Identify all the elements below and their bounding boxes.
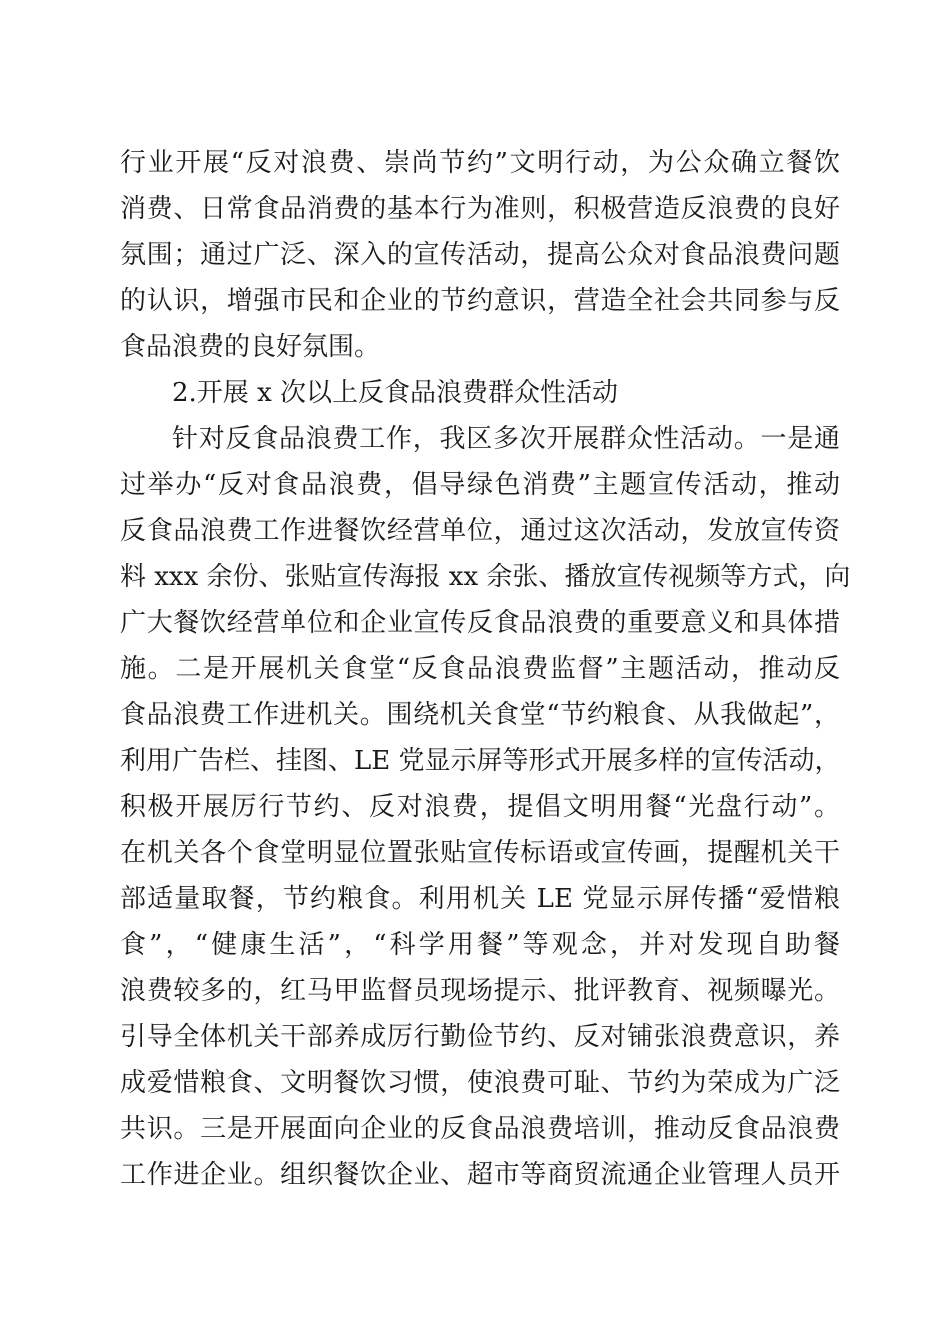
text-line: 料 xxx 余份、张贴宣传海报 xx 余张、播放宣传视频等方式，向	[120, 562, 851, 592]
text-line: 的认识，增强市民和企业的节约意识，营造全社会共同参与反	[120, 286, 840, 316]
text-line: 食品浪费工作进机关。围绕机关食堂“节约粮食、从我做起”，	[120, 700, 840, 730]
text-line: 反食品浪费工作进餐饮经营单位，通过这次活动，发放宣传资	[120, 516, 840, 546]
text-line: 共识。三是开展面向企业的反食品浪费培训，推动反食品浪费	[120, 1114, 840, 1144]
text-line: 过举办“反对食品浪费，倡导绿色消费”主题宣传活动，推动	[120, 470, 840, 500]
text-line: 针对反食品浪费工作，我区多次开展群众性活动。一是通	[172, 424, 840, 454]
text-line: 行业开展“反对浪费、崇尚节约”文明行动，为公众确立餐饮	[120, 148, 840, 178]
text-line: 在机关各个食堂明显位置张贴宣传标语或宣传画，提醒机关干	[120, 838, 840, 868]
text-line: 施。二是开展机关食堂“反食品浪费监督”主题活动，推动反	[120, 654, 840, 684]
text-line: 利用广告栏、挂图、LE 党显示屏等形式开展多样的宣传活动，	[120, 746, 841, 776]
body-text	[120, 140, 851, 1198]
text-line: 部适量取餐，节约粮食。利用机关 LE 党显示屏传播“爱惜粮	[120, 884, 840, 914]
text-line: 氛围；通过广泛、深入的宣传活动，提高公众对食品浪费问题	[120, 240, 840, 270]
text-line: 食品浪费的良好氛围。	[120, 332, 381, 362]
text-line: 成爱惜粮食、文明餐饮习惯，使浪费可耻、节约为荣成为广泛	[120, 1068, 840, 1098]
section-heading: 2.开展 x 次以上反食品浪费群众性活动	[172, 378, 618, 408]
text-line: 消费、日常食品消费的基本行为准则，积极营造反浪费的良好	[120, 194, 840, 224]
text-line: 广大餐饮经营单位和企业宣传反食品浪费的重要意义和具体措	[120, 608, 840, 638]
text-line: 引导全体机关干部养成厉行勤俭节约、反对铺张浪费意识，养	[120, 1022, 840, 1052]
text-line: 积极开展厉行节约、反对浪费，提倡文明用餐“光盘行动”。	[120, 792, 840, 822]
text-line: 工作进企业。组织餐饮企业、超市等商贸流通企业管理人员开	[120, 1160, 840, 1190]
text-line: 浪费较多的，红马甲监督员现场提示、批评教育、视频曝光。	[120, 976, 840, 1006]
text-line: 食”，“健康生活”，“科学用餐”等观念，并对发现自助餐	[120, 930, 840, 960]
